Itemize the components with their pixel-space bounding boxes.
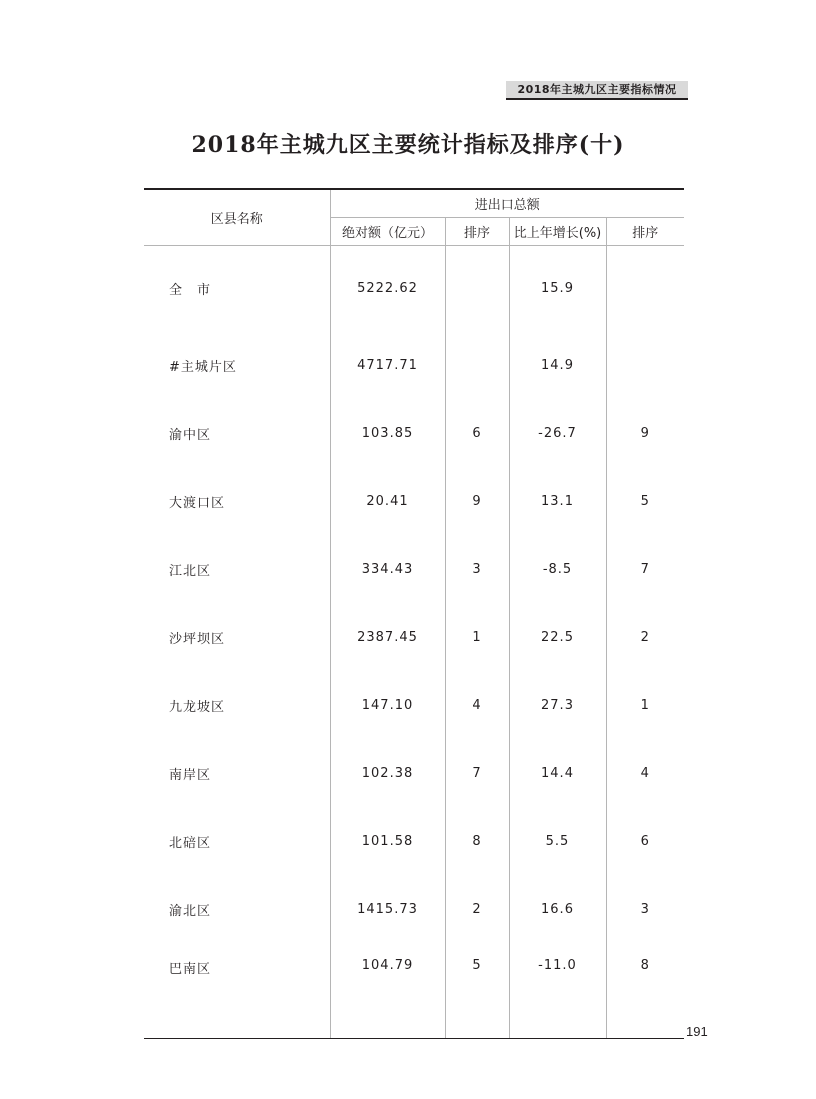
- cell-absolute-value: 147.10: [330, 671, 445, 739]
- table-row: [144, 467, 684, 535]
- cell-rank-absolute: 7: [445, 739, 509, 807]
- cell-district: 全 市: [169, 283, 212, 298]
- statistics-table: [144, 188, 684, 1039]
- cell-district: 大渡口区: [169, 495, 226, 511]
- cell-rank-absolute: [445, 331, 509, 399]
- cell-growth: 27.3: [509, 671, 606, 739]
- cell-rank-absolute: 1: [445, 603, 509, 671]
- cell-district: 渝中区: [169, 427, 212, 443]
- cell-growth: 14.4: [509, 739, 606, 807]
- header-import-export-total: 进出口总额: [330, 189, 684, 218]
- cell-rank-growth: 8: [606, 943, 684, 1039]
- running-header-rule: [506, 98, 688, 100]
- cell-district: 沙坪坝区: [169, 631, 226, 647]
- cell-rank-absolute: [445, 246, 509, 332]
- cell-absolute-value: 101.58: [330, 807, 445, 875]
- cell-growth: -26.7: [509, 399, 606, 467]
- cell-rank-growth: 6: [606, 807, 684, 875]
- table-row: [144, 399, 684, 467]
- cell-rank-growth: 4: [606, 739, 684, 807]
- cell-rank-growth: 3: [606, 875, 684, 943]
- table-row: [144, 875, 684, 943]
- page-title: 2018年主城九区主要统计指标及排序(十): [191, 132, 625, 158]
- cell-growth: 13.1: [509, 467, 606, 535]
- table-row: [144, 807, 684, 875]
- cell-rank-absolute: 8: [445, 807, 509, 875]
- header-growth: 比上年增长(%): [509, 218, 606, 246]
- cell-growth: -11.0: [509, 943, 606, 1039]
- cell-absolute-value: 20.41: [330, 467, 445, 535]
- cell-rank-growth: 9: [606, 399, 684, 467]
- cell-absolute-value: 1415.73: [330, 875, 445, 943]
- cell-rank-growth: [606, 246, 684, 332]
- cell-district: 南岸区: [169, 767, 212, 783]
- header-rank-growth: 排序: [606, 218, 684, 246]
- cell-rank-absolute: 6: [445, 399, 509, 467]
- header-district: 区县名称: [144, 189, 330, 246]
- cell-district: 巴南区: [144, 943, 330, 1039]
- cell-rank-absolute: 3: [445, 535, 509, 603]
- cell-absolute-value: 4717.71: [330, 331, 445, 399]
- cell-absolute-value: 104.79: [330, 943, 445, 1039]
- cell-absolute-value: 334.43: [330, 535, 445, 603]
- running-header: 2018年主城九区主要指标情况: [506, 81, 688, 98]
- cell-absolute-value: 103.85: [330, 399, 445, 467]
- header-rank-absolute: 排序: [445, 218, 509, 246]
- cell-growth: 22.5: [509, 603, 606, 671]
- cell-growth: 16.6: [509, 875, 606, 943]
- table-row: [144, 535, 684, 603]
- cell-district: 北碚区: [169, 835, 212, 851]
- cell-rank-growth: [606, 331, 684, 399]
- cell-rank-growth: 7: [606, 535, 684, 603]
- cell-rank-absolute: 5: [445, 943, 509, 1039]
- cell-rank-growth: 1: [606, 671, 684, 739]
- table-row: [144, 331, 684, 399]
- table-row: [144, 671, 684, 739]
- cell-growth: 5.5: [509, 807, 606, 875]
- cell-absolute-value: 102.38: [330, 739, 445, 807]
- cell-rank-absolute: 2: [445, 875, 509, 943]
- cell-district: 江北区: [169, 563, 212, 579]
- cell-rank-absolute: 9: [445, 467, 509, 535]
- cell-absolute-value: 5222.62: [330, 246, 445, 332]
- cell-district: 九龙坡区: [169, 699, 226, 715]
- cell-growth: -8.5: [509, 535, 606, 603]
- cell-district: 渝北区: [169, 903, 212, 919]
- cell-district: #主城片区: [169, 359, 237, 375]
- page-number: 191: [686, 1024, 708, 1039]
- cell-rank-absolute: 4: [445, 671, 509, 739]
- cell-rank-growth: 2: [606, 603, 684, 671]
- cell-rank-growth: 5: [606, 467, 684, 535]
- cell-growth: 14.9: [509, 331, 606, 399]
- cell-growth: 15.9: [509, 246, 606, 332]
- table-row: [144, 943, 684, 1039]
- header-absolute-value: 绝对额（亿元）: [330, 218, 445, 246]
- table-row: [144, 246, 684, 332]
- table-row: [144, 603, 684, 671]
- cell-absolute-value: 2387.45: [330, 603, 445, 671]
- table-row: [144, 739, 684, 807]
